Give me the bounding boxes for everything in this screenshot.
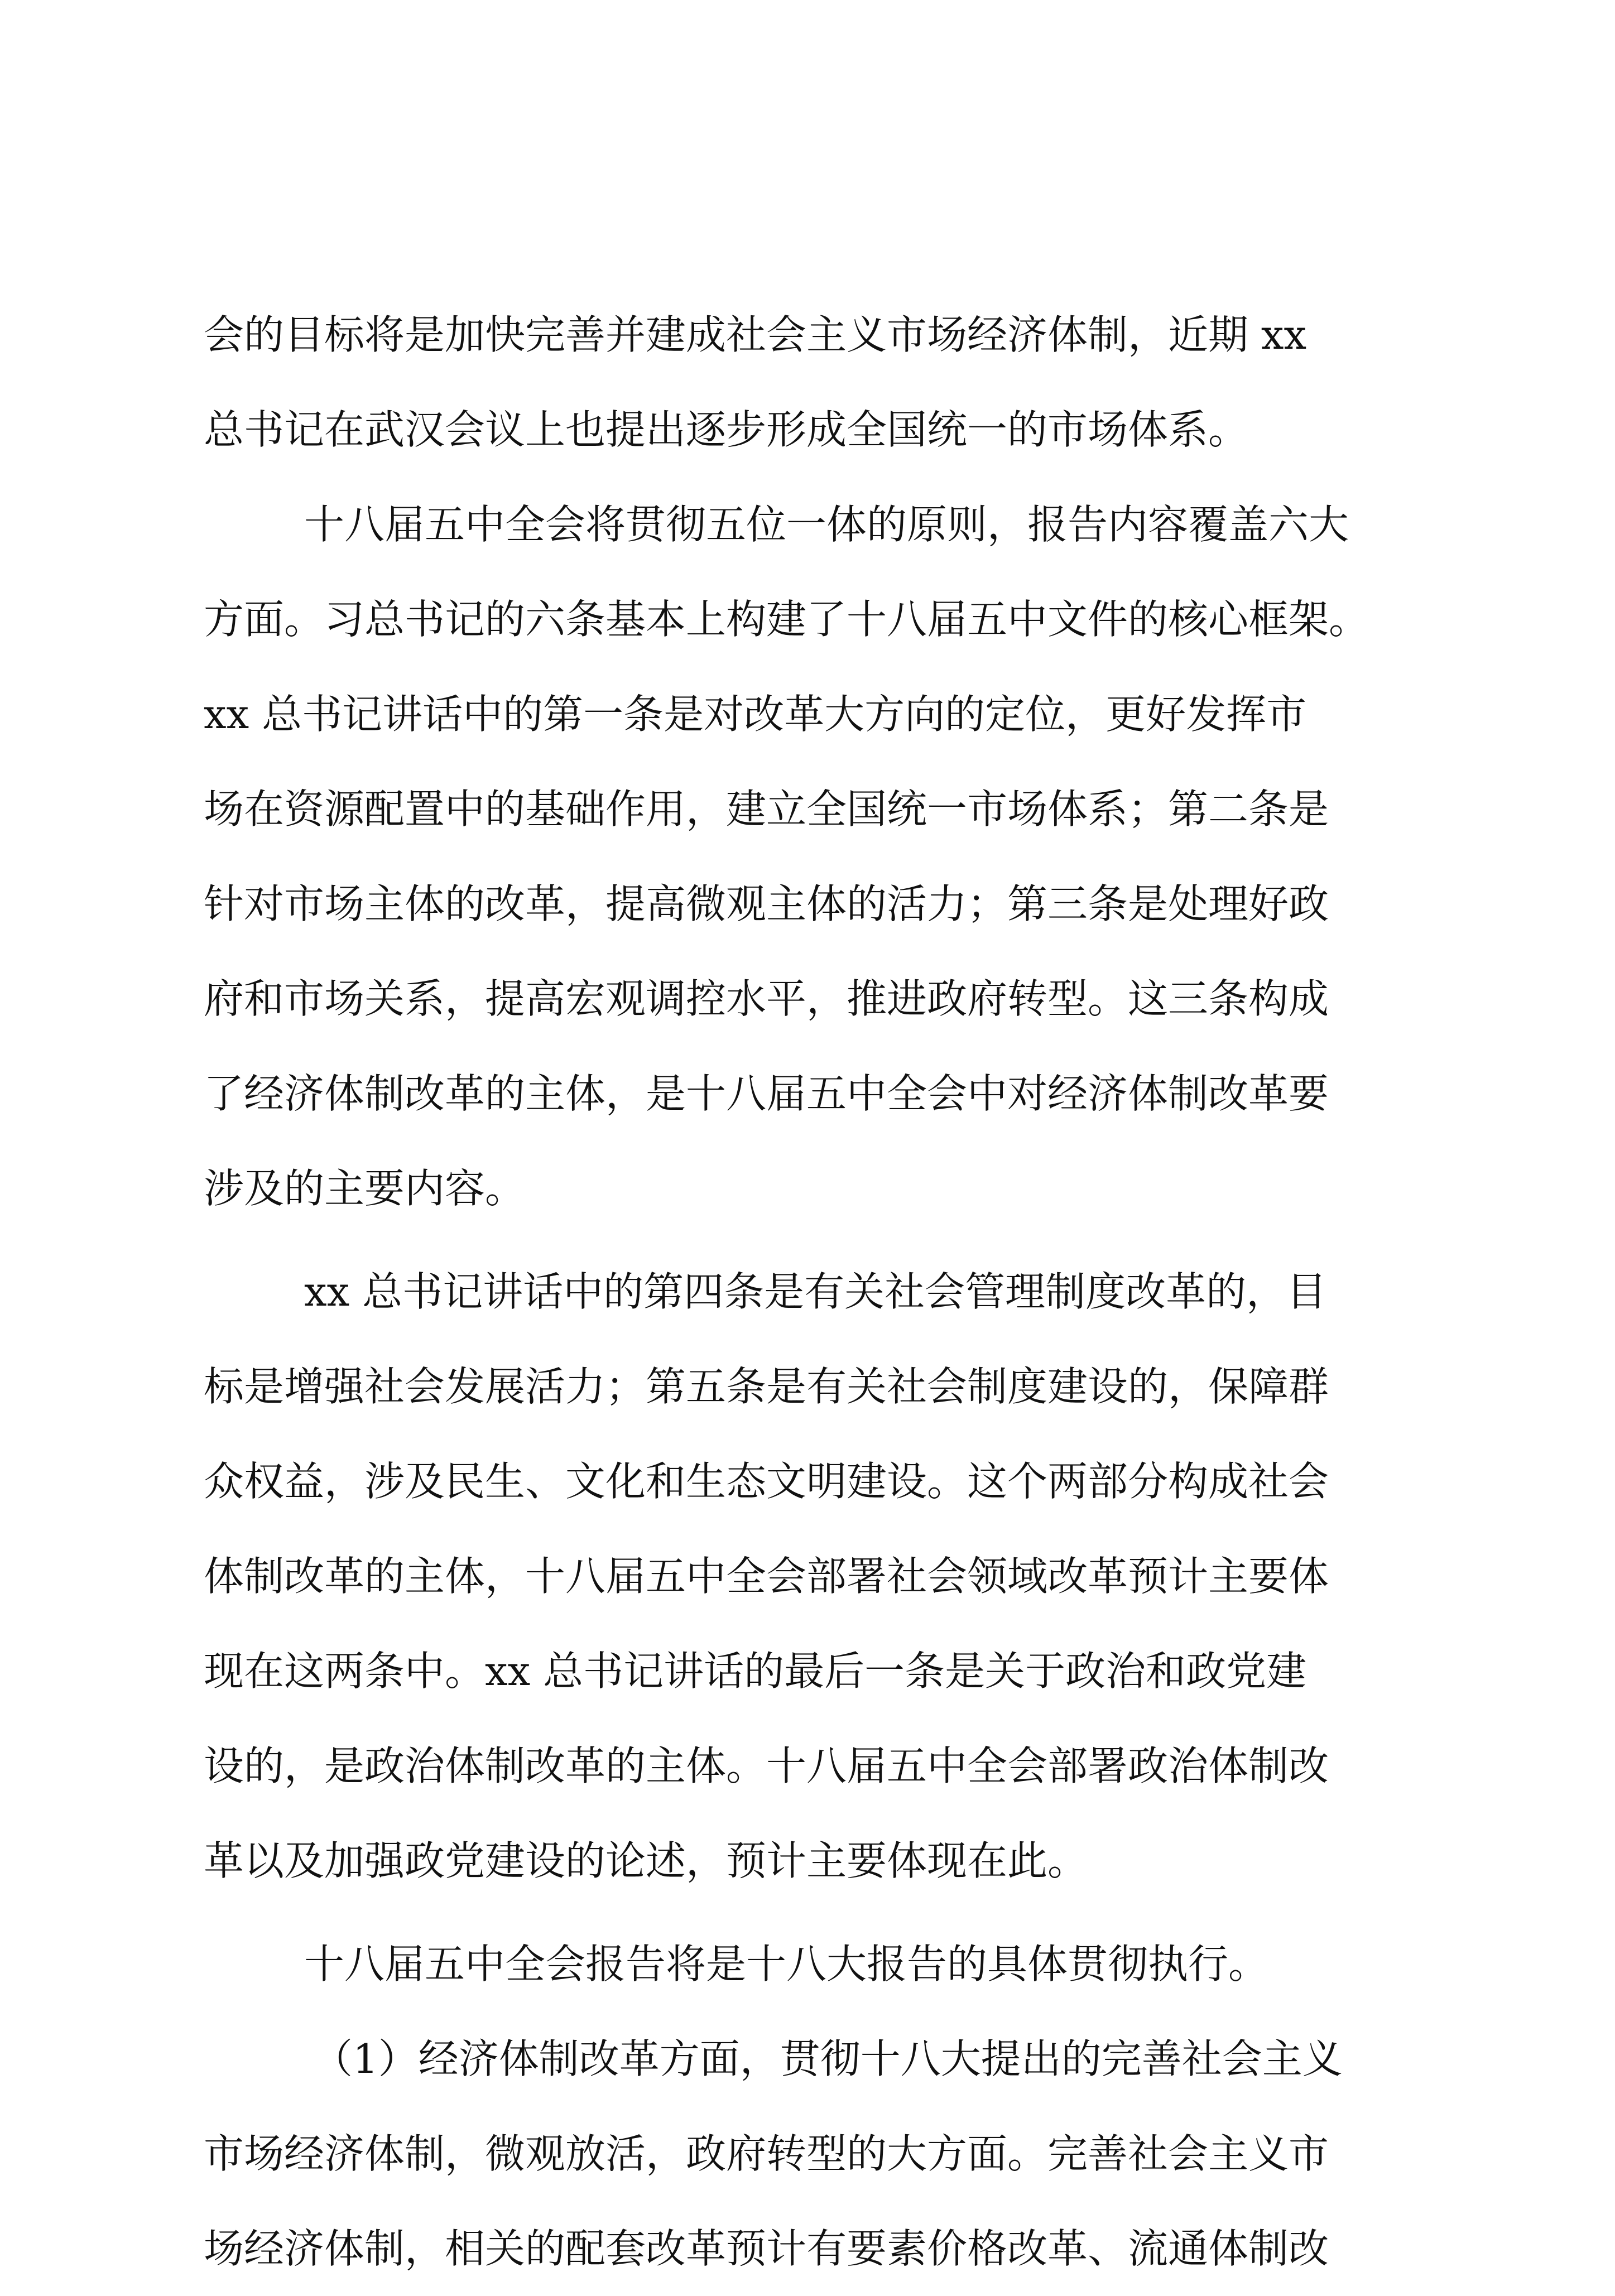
text-line: 了经济体制改革的主体，是十八届五中全会中对经济体制改革要	[204, 1070, 1329, 1117]
text-line: 会的目标将是加快完善并建成社会主义市场经济体制，近期 xx	[204, 311, 1307, 358]
text-line: xx 总书记讲话中的第一条是对改革大方向的定位，更好发挥市	[204, 691, 1307, 738]
text-line: 众权益，涉及民生、文化和生态文明建设。这个两部分构成社会	[204, 1458, 1329, 1505]
text-line: 涉及的主要内容。	[204, 1165, 526, 1212]
text-line: 府和市场关系，提高宏观调控水平，推进政府转型。这三条构成	[204, 975, 1329, 1022]
text-line: 标是增强社会发展活力；第五条是有关社会制度建设的，保障群	[204, 1363, 1329, 1410]
text-line: 体制改革的主体，十八届五中全会部署社会领域改革预计主要体	[204, 1553, 1329, 1600]
text-line: 革以及加强政党建设的论述，预计主要体现在此。	[204, 1837, 1088, 1884]
text-line: 针对市场主体的改革，提高微观主体的活力；第三条是处理好政	[204, 880, 1329, 927]
text-line: （1）经济体制改革方面，贯彻十八大提出的完善社会主义	[313, 2035, 1343, 2082]
text-line: xx 总书记讲话中的第四条是有关社会管理制度改革的，目	[304, 1268, 1327, 1315]
text-line: 市场经济体制，微观放活，政府转型的大方面。完善社会主义市	[204, 2130, 1329, 2177]
text-line: 场经济体制，相关的配套改革预计有要素价格改革、流通体制改	[204, 2225, 1329, 2272]
text-line: 场在资源配置中的基础作用，建立全国统一市场体系；第二条是	[204, 786, 1329, 832]
text-line: 方面。习总书记的六条基本上构建了十八届五中文件的核心框架。	[204, 596, 1369, 643]
text-line: 十八届五中全会将贯彻五位一体的原则，报告内容覆盖六大	[304, 501, 1349, 548]
text-line: 设的，是政治体制改革的主体。十八届五中全会部署政治体制改	[204, 1743, 1329, 1789]
text-line: 总书记在武汉会议上也提出逐步形成全国统一的市场体系。	[204, 406, 1249, 453]
text-line: 现在这两条中。xx 总书记讲话的最后一条是关于政治和政党建	[204, 1648, 1307, 1695]
text-line: 十八届五中全会报告将是十八大报告的具体贯彻执行。	[304, 1941, 1269, 1987]
